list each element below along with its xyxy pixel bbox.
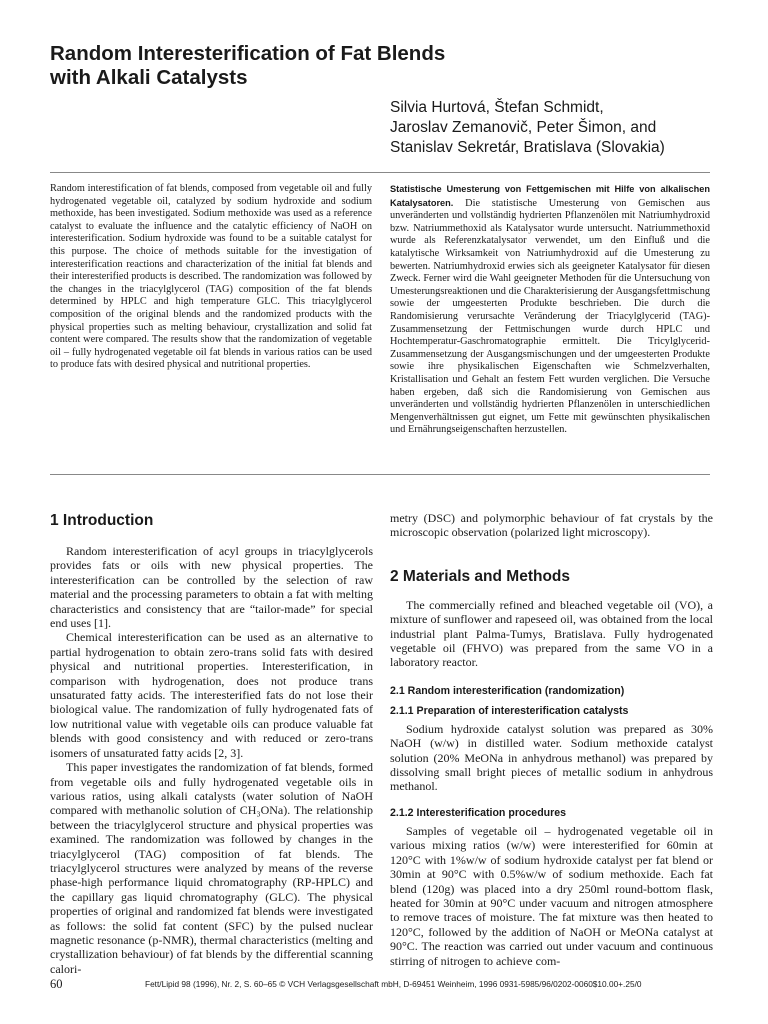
intro-paragraph-1: Random interesterification of acyl groups in triacylglycerols provides fats or oils with new physical properties. The interesterification can be controlled by the selection of raw material and the processing parameters to obtain a fat with melting characteristics and consistency that are “tailor-made” for special end uses [1]. [50, 544, 373, 631]
journal-citation: Fett/Lipid 98 (1996), Nr. 2, S. 60–65 © VCH Verlagsgesellschaft mbH, D-69451 Weinheim, 1996 0931-5985/96/0202-0060$10.00+.25/0 [145, 979, 642, 989]
article-title [50, 42, 710, 90]
top-divider [50, 172, 710, 173]
page-footer [50, 977, 710, 993]
intro-paragraph-2: Chemical interesterification can be used as an alternative to partial hydrogenation to obtain zero-trans solid fats with desired physical and nutritional properties. Interesterification, in comparison with hydrogenation, does not produce trans unsaturated fatty acids. The interesterified fats do not lose their biological value. The randomization of fully hydrogenated fats of low nutritional value with vegetable oils can produce valuable fat blends with good consistency and with reduced or zero-trans isomers of unsaturated fatty acids [2, 3]. [50, 630, 373, 760]
author-line-2: Jaroslav Zemanovič, Peter Šimon, and [390, 119, 657, 136]
title-line-1: Random Interesterification of Fat Blends [50, 42, 446, 65]
methods-paragraph-1: The commercially refined and bleached vegetable oil (VO), a mixture of sunflower and rapeseed oil, was obtained from the local industrial plant Palma-Tumys, Bratislava. Fully hydrogenated vegetable oil (FHVO) was prepared from the same VO in a laboratory reactor. [390, 597, 713, 670]
abstract-divider [50, 474, 710, 475]
intro-paragraph-3: This paper investigates the randomization of fat blends, formed from vegetable oils and fully hydrogenated vegetable oils in various ratios, using alkali catalysts (water solution of NaOH compared with methanolic solution of CH₃ONa). The relationship between the triacylglycerol structure and physical properties was examined. The randomization was followed by changes in the triacylglycerol (TAG) composition of fat blends. The triacylglycerol structures were analyzed by means of the reverse phase-high performance liquid chromatography (RP-HPLC) and the capillary gas liquid chromatography (GLC). The physical properties of original and randomized fat blends were investigated as follows: the solid fat content (SFC) by the pulsed nuclear magnetic resonance (p-NMR), thermal characteristics (melting and crystallization behaviour) of fat blends by the differential scanning calori- [50, 760, 373, 976]
catalysts-paragraph: Sodium hydroxide catalyst solution was prepared as 30% NaOH (w/w) in distilled water. Sodium methoxide catalyst solution (20% MeONa in anhydrous methanol) was prepared by dissolving small bright pieces of metallic sodium in anhydrous methanol. [390, 721, 713, 794]
subsection-heading-2-1-2: 2.1.2 Interesterification procedures [390, 806, 567, 819]
left-column [50, 511, 373, 976]
section-heading-materials-methods: 2 Materials and Methods [390, 567, 571, 585]
abstract-german [390, 183, 710, 437]
abstract-english: Random interestification of fat blends, composed from vegetable oil and fully hydrogenated vegetable oil, catalyzed by sodium hydroxide and sodium methoxide, has been investigated. Sodium methoxide was used as a reference catalyst to evaluate the influence and the catalytic efficiency of NaOH on interesterification. Sodium hydroxide was found to be a suitable catalyst for this purpose. The choice of methods suitable for the investigation of interesterification reactions and characterization of the initial fat blends and their interesterified products is described. The randomization was followed by the changes in the triacylglycerol (TAG) composition of the fat blends determined by HPLC and high temperature GLC. This triacylglycerol composition of the original blends and the randomized products with the physical properties such as melting behaviour, crystallization and solid fat content were compared. The results show that the randomization of vegetable oil – fully hydrogenated vegetable oil fat blends in various ratios can be used to produce fats with desired physical and nutritional properties. [50, 183, 372, 371]
procedures-paragraph: Samples of vegetable oil – hydrogenated vegetable oil in various mixing ratios (w/w) were interesterified for 60min at 120°C with 1%w/w of sodium hydroxide catalyst per fat blend or 30min at 90°C with 0.5%w/w of sodium methoxide. Each fat blend (120g) was placed into a dry 250ml round-bottom flask, heated for 30min at 90°C under vacuum and nitrogen atmosphere to remove traces of moisture. The fat mixture was then heated to 120°C, followed by the addition of NaOH or MeONa catalyst at 90°C. The reaction was carried out under vacuum and continuous stirring of nitrogen to achieve com- [390, 823, 713, 968]
author-block [390, 98, 720, 158]
title-line-2: with Alkali Catalysts [50, 66, 248, 89]
section-heading-introduction: 1 Introduction [50, 512, 154, 529]
author-line-1: Silvia Hurtová, Štefan Schmidt, [390, 99, 604, 116]
author-line-3: Stanislav Sekretár, Bratislava (Slovakia) [390, 139, 665, 156]
intro-paragraph-3-continued: metry (DSC) and polymorphic behaviour of fat crystals by the microscopic observation (polarized light microscopy). [390, 511, 713, 540]
subsection-heading-2-1-1: 2.1.1 Preparation of interesterification catalysts [390, 704, 629, 717]
subsection-heading-2-1: 2.1 Random interesterification (randomization) [390, 684, 625, 697]
abstract-german-body: Die statistische Umesterung von Gemischen aus unveränderten und vollständig hydrierten Pflanzenölen mit Natriumhydroxid bzw. Natriummethoxid als Katalysator wurde untersucht. Natriummethoxid wurde als Referenzkatalysator verwendet, um den Einfluß und die katalytische Wirksamkeit von Natriumhydroxid auf die Umesterung zu bewerten. Natriumhydroxid erwies sich als geeigneter Katalysator für diesen Zweck. Ferner wird die Wahl geeigneter Methoden für die Untersuchung von Umesterungsreaktionen und die Charakterisierung der Ausgangsfettmischung sowie der umgeesterten Produkte beschrieben. Die durch die Randomisierung verursachte Veränderung der Triacylglycerid (TAG)-Zusammensetzung der Fettmischungen wurde durch HPLC und Hochtemperatur-Gaschromatographie ermittelt. Die Tricylglycerid-Zusammensetzung der Ausgangsmischungen und der umgeesterten Produkte sowie ihre physikalischen Eigenschaften wie Schmelzverhalten, Kristallisation und Gehalt an festem Fett wurden verglichen. Die Versuche haben ergeben, daß sich die Randomisierung von Gemischen aus unveränderten und vollständig hydrierten Pflanzenölen in unterschiedlichen Mengenverhältnissen gut eignet, um Fette mit gewünschten physikalischen und Ernährungseigenschaften herzustellen. [390, 197, 711, 436]
right-column [390, 511, 713, 968]
abstract-german-title: Statistische Umesterung von Fettgemischen mit Hilfe von alkalischen Katalysatoren. [390, 184, 710, 208]
page-number: 60 [50, 977, 63, 991]
